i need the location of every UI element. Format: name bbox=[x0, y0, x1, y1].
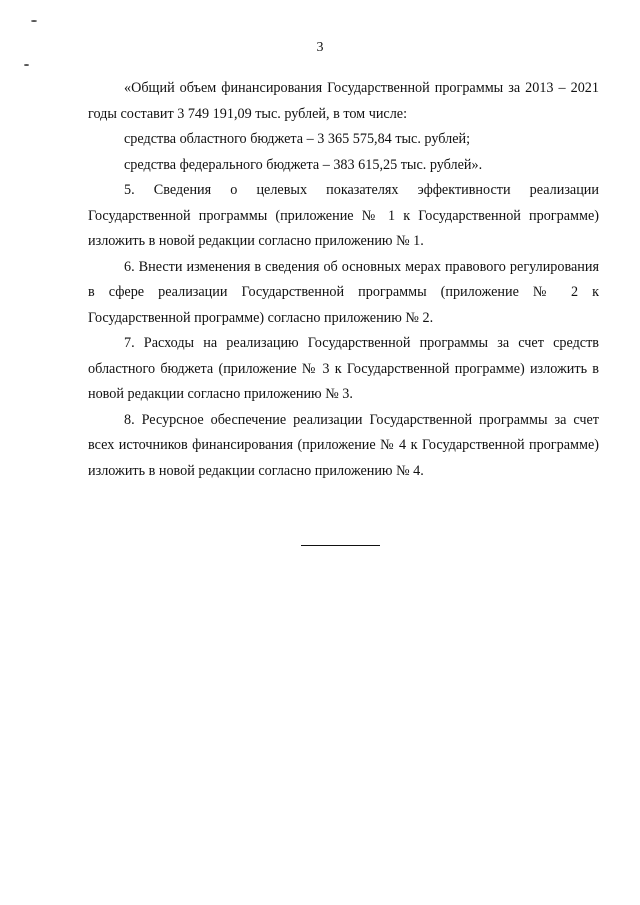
paragraph-federal-budget: средства федерального бюджета – 383 615,25 тыс. рублей». bbox=[124, 156, 483, 173]
paragraph-financing-total: «Общий объем финансирования Государственной программы за 2013 – 2021 годы составит 3 749 191,09 тыс. рублей, в том числе: bbox=[88, 80, 599, 122]
separator-line bbox=[301, 545, 380, 546]
paragraph-regional-budget: средства областного бюджета – 3 365 575,84 тыс. рублей; bbox=[124, 131, 471, 147]
scan-mark bbox=[31, 20, 37, 22]
paragraph-item-8: 8. Ресурсное обеспечение реализации Государственной программы за счет всех источников финансирования (приложение № 4 к Государственной программе) изложить в новой редакции согласно приложению № 4. bbox=[88, 411, 599, 479]
paragraph-item-6: 6. Внести изменения в сведения об основных мерах правового регулирования в сфере реализации Государственной программы (приложение № 2 к Государственной программе) согласно приложению № 2. bbox=[88, 258, 599, 326]
page-number: 3 bbox=[316, 40, 324, 55]
document-body bbox=[88, 76, 599, 484]
scan-mark bbox=[24, 64, 29, 66]
paragraph-item-7: 7. Расходы на реализацию Государственной программы за счет средств областного бюджета (приложение № 3 к Государственной программе) изложить в новой редакции согласно приложению № 3. bbox=[88, 335, 599, 402]
paragraph-item-5: 5. Сведения о целевых показателях эффективности реализации Государственной программы (приложение № 1 к Государственной программе) изложить в новой редакции согласно приложению № 1. bbox=[88, 182, 599, 249]
